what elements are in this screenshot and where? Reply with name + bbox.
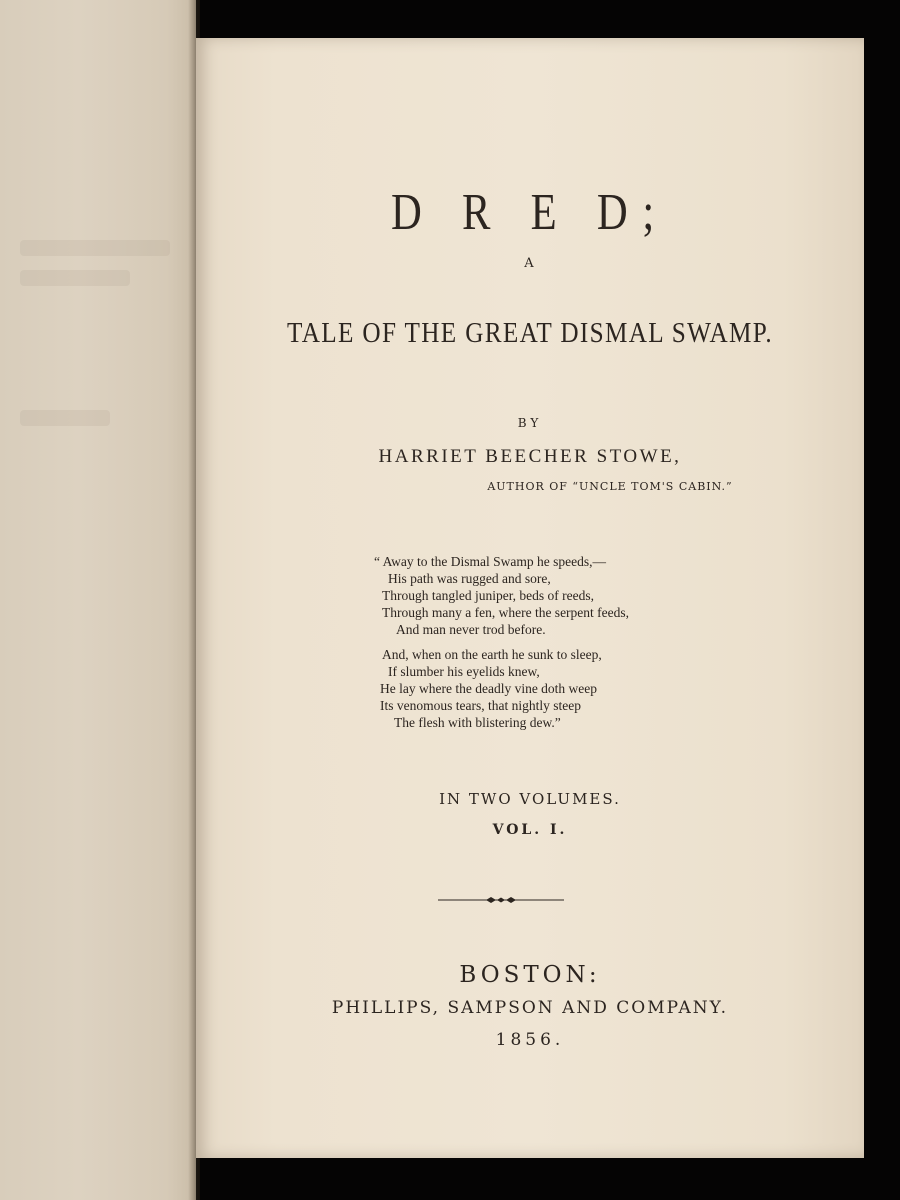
epigraph-line: And man never trod before.: [396, 622, 546, 637]
show-through-mark: [20, 270, 130, 286]
ornament-rule-icon: [438, 895, 564, 905]
publication-year: 1856.: [495, 1030, 565, 1050]
epigraph-line: And, when on the earth he sunk to sleep,: [382, 647, 602, 662]
book-title: D R E D;: [391, 184, 669, 241]
epigraph-line: “ Away to the Dismal Swamp he speeds,—: [374, 554, 606, 569]
volume-number: VOL. I.: [492, 822, 568, 838]
by-line: BY: [517, 416, 543, 430]
author-credit: AUTHOR OF “UNCLE TOM'S CABIN.”: [487, 480, 733, 493]
title-page: [196, 38, 864, 1158]
epigraph: [374, 553, 629, 731]
epigraph-line: Through tangled juniper, beds of reeds,: [382, 588, 595, 603]
show-through-mark: [20, 240, 170, 256]
epigraph-line: The flesh with blistering dew.”: [394, 715, 561, 730]
left-facing-page: [0, 0, 196, 1200]
publisher-name: PHILLIPS, SAMPSON AND COMPANY.: [331, 998, 729, 1018]
author-name: HARRIET BEECHER STOWE,: [378, 446, 682, 467]
epigraph-line: He lay where the deadly vine doth weep: [380, 681, 598, 696]
epigraph-line: Through many a fen, where the serpent feeds,: [382, 605, 630, 620]
epigraph-line: If slumber his eyelids knew,: [388, 664, 540, 679]
stanza-break: [374, 638, 629, 646]
epigraph-line: His path was rugged and sore,: [388, 571, 551, 586]
title-connector: A: [524, 256, 536, 271]
show-through-mark: [20, 410, 110, 426]
volume-count: IN TWO VOLUMES.: [439, 790, 621, 808]
publication-city: BOSTON:: [459, 962, 601, 988]
book-subtitle: TALE OF THE GREAT DISMAL SWAMP.: [287, 318, 773, 349]
epigraph-line: Its venomous tears, that nightly steep: [380, 698, 581, 713]
